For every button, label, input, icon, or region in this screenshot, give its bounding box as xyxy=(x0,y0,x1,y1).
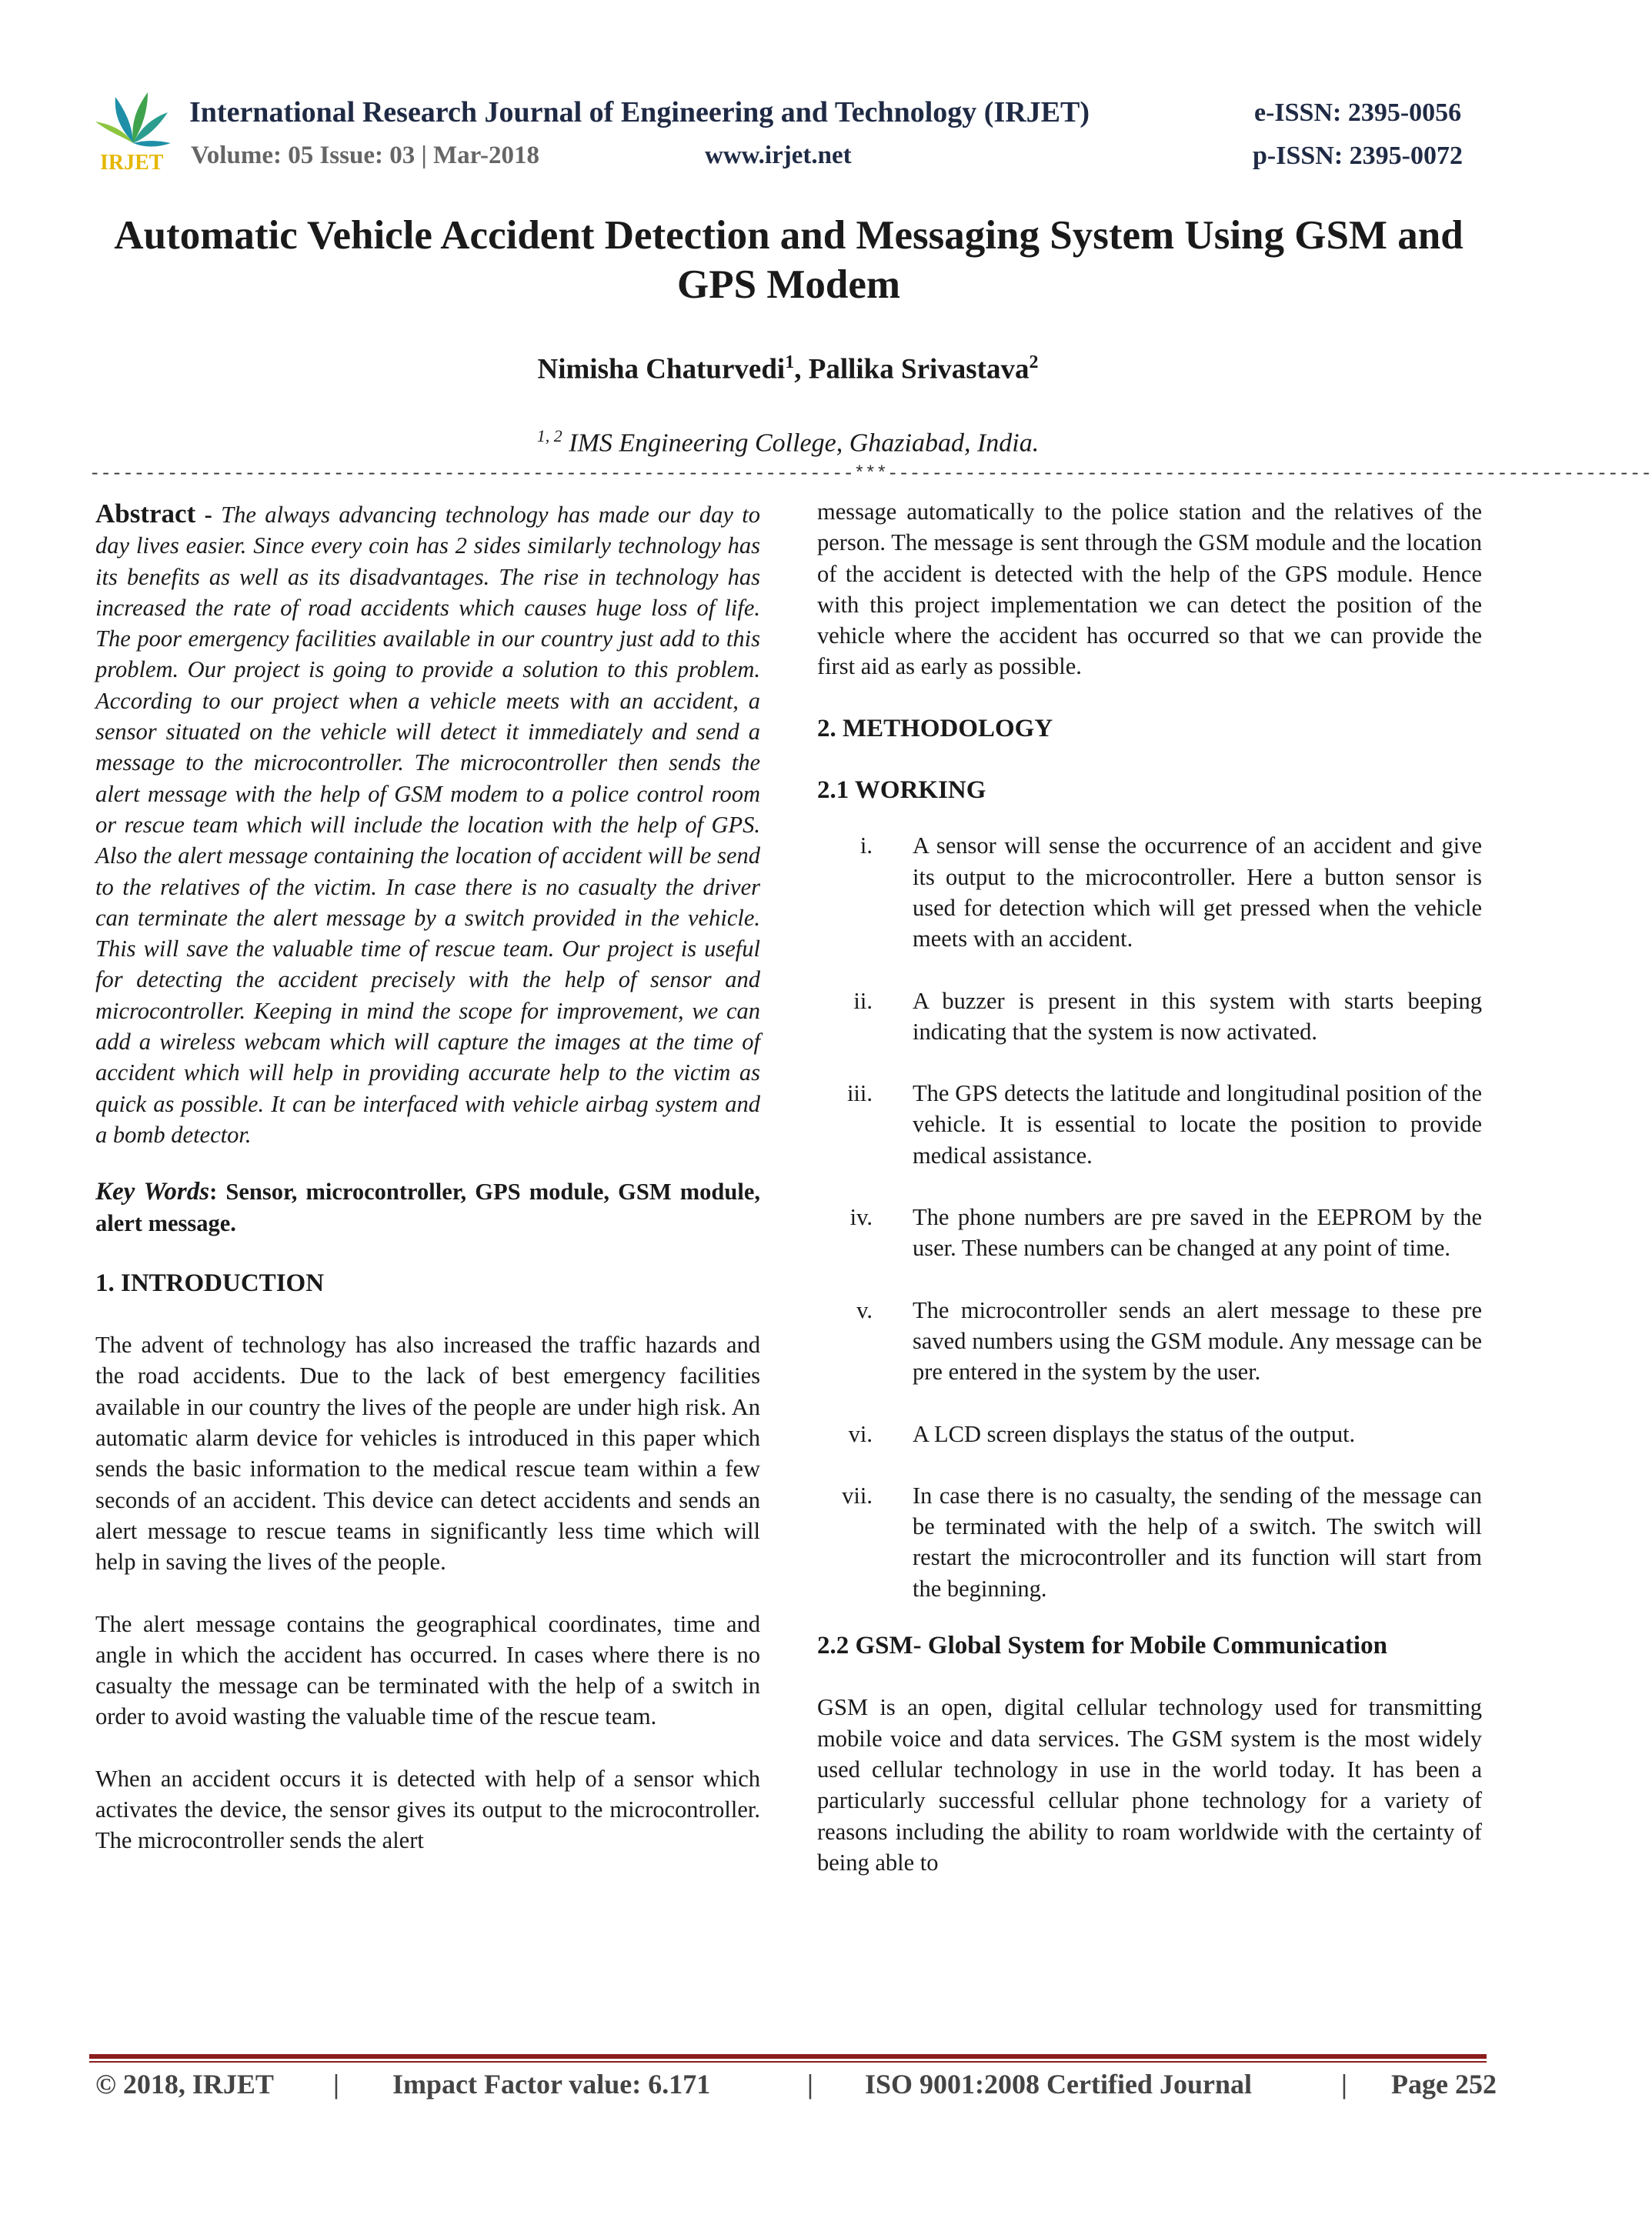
section-separator: ---------------------------------------------------------------------***--------------------------------------------------------------------- xyxy=(89,464,1652,485)
list-item-number: v. xyxy=(856,1296,873,1323)
abstract-text: The always advancing technology has made our day to day lives easier. Since every coin has 2 sides similarly technology has its benefits as well as its disadvantages. The rise in technology has increased the rate of road accidents which causes huge loss of life. The poor emergency facilities available in our country just add to this problem. Our project is going to provide a solution to this problem. According to our project when a vehicle meets with an accident, a sensor situated on the vehicle will detect it immediately and send a message to the microcontroller. The microcontroller then sends the alert message with the help of GSM modem to a police control room or rescue team which will include the location with the help of GPS. Also the alert message containing the location of accident will be send to the relatives of the victim. In case there is no casualty the driver can terminate the alert message by a switch provided in the vehicle. This will save the valuable time of rescue team. Our project is useful for detecting the accident precisely with the help of sensor and microcontroller. Keeping in mind the scope for improvement, we can add a wireless webcam which will capture the images at the time of accident which will help in providing accurate help to the victim as quick as possible. It can be interfaced with vehicle airbag system and a bomb detector. xyxy=(95,502,760,1148)
author-2: Pallika Srivastava xyxy=(808,353,1030,385)
list-item-text: A buzzer is present in this system with starts beeping indicating that the system is now activated. xyxy=(913,987,1482,1045)
affiliation-text: IMS Engineering College, Ghaziabad, India. xyxy=(562,429,1040,458)
keywords-text: : Sensor, microcontroller, GPS module, GSM module, alert message. xyxy=(95,1179,760,1236)
footer-rule-thin xyxy=(89,2061,1487,2063)
list-item xyxy=(817,1202,1482,1264)
list-item xyxy=(817,986,1482,1048)
journal-website-link[interactable]: www.irjet.net xyxy=(705,142,852,169)
affiliation-sup: 1, 2 xyxy=(536,426,562,445)
footer-separator: | xyxy=(1341,2069,1347,2100)
footer-iso: ISO 9001:2008 Certified Journal xyxy=(865,2069,1252,2100)
list-item-text: The GPS detects the latitude and longitudinal position of the vehicle. It is essential to locate the position to provide medical assistance. xyxy=(913,1080,1482,1169)
list-item xyxy=(817,830,1482,954)
intro-paragraph-3: When an accident occurs it is detected with help of a sensor which activates the device, the sensor gives its output to the microcontroller. The microcontroller sends the alert xyxy=(95,1765,760,1854)
abstract-dash: - xyxy=(195,502,222,528)
page-footer xyxy=(95,2068,1496,2100)
right-column xyxy=(817,496,1482,1878)
author-separator: , xyxy=(794,353,809,385)
list-item-number: i. xyxy=(859,832,873,859)
p-issn: p-ISSN: 2395-0072 xyxy=(1253,142,1463,170)
journal-logo xyxy=(91,86,175,178)
journal-name: International Research Journal of Engineering and Technology (IRJET) xyxy=(189,96,1090,128)
list-item-text: In case there is no casualty, the sending of the message can be terminated with the help of a switch. The switch will restart the microcontroller and its function will start from the beginning. xyxy=(913,1482,1482,1602)
footer-rule xyxy=(89,2054,1487,2059)
keywords xyxy=(95,1176,760,1239)
footer-impact-factor: Impact Factor value: 6.171 xyxy=(392,2069,711,2100)
gsm-heading: 2.2 GSM- Global System for Mobile Communication xyxy=(817,1632,1387,1660)
list-item-number: vi. xyxy=(848,1420,873,1447)
methodology-heading: 2. METHODOLOGY xyxy=(817,714,1053,742)
affiliation xyxy=(0,426,1576,458)
logo-text: IRJET xyxy=(100,151,164,175)
footer-copyright: © 2018, IRJET xyxy=(95,2069,274,2100)
intro-heading: 1. INTRODUCTION xyxy=(95,1269,325,1297)
abstract xyxy=(95,499,760,1150)
working-subheading: 2.1 WORKING xyxy=(817,776,986,805)
list-item-number: iii. xyxy=(846,1080,873,1107)
intro-paragraph-1: The advent of technology has also increased the traffic hazards and the road accidents. Due to the lack of best emergency facilities available in our country the lives of the people are under high risk. An automatic alarm device for vehicles is introduced in this paper which sends the basic information to the medical rescue team within a few seconds of an accident. This device can detect accidents and sends an alert message to rescue teams in significantly less time which will help in saving the lives of the people. xyxy=(95,1332,760,1576)
volume-issue: Volume: 05 Issue: 03 | Mar-2018 xyxy=(191,142,540,169)
list-item xyxy=(817,1078,1482,1171)
working-steps-list xyxy=(817,830,1482,1604)
keywords-label: Key Words xyxy=(95,1178,210,1206)
author-2-sup: 2 xyxy=(1029,352,1039,372)
author-1: Nimisha Chaturvedi xyxy=(537,353,786,385)
list-item-number: vii. xyxy=(842,1482,873,1509)
paper-title: Automatic Vehicle Accident Detection and Messaging System Using GSM and GPS Modem xyxy=(114,213,1463,307)
list-item xyxy=(817,1480,1482,1604)
list-item-number: iv. xyxy=(849,1204,873,1231)
abstract-label: Abstract xyxy=(95,499,196,529)
intro-paragraph-3-continued: message automatically to the police station and the relatives of the person. The message is sent through the GSM module and the location of the accident is detected with the help of the GPS module. Hence with this project implementation we can detect the position of the vehicle where the accident has occurred so that we can provide the first aid as early as possible. xyxy=(817,499,1482,680)
e-issn: e-ISSN: 2395-0056 xyxy=(1254,98,1462,127)
list-item-text: A LCD screen displays the status of the output. xyxy=(913,1420,1356,1447)
list-item-text: The microcontroller sends an alert message to these pre saved numbers using the GSM module. Any message can be pre entered in the system by the user. xyxy=(913,1296,1482,1386)
list-item xyxy=(817,1419,1482,1449)
list-item-text: The phone numbers are pre saved in the EEPROM by the user. These numbers can be changed at any point of time. xyxy=(913,1204,1482,1262)
list-item-number: ii. xyxy=(853,987,873,1014)
author-1-sup: 1 xyxy=(785,352,795,372)
gsm-paragraph: GSM is an open, digital cellular technology used for transmitting mobile voice and data services. The GSM system is the most widely used cellular technology in use in the world today. It has been a particularly successful cellular phone technology for a variety of reasons including the ability to roam worldwide with the certainty of being able to xyxy=(817,1694,1482,1876)
footer-separator: | xyxy=(807,2069,813,2100)
list-item xyxy=(817,1295,1482,1388)
authors xyxy=(0,352,1576,385)
intro-paragraph-2: The alert message contains the geographical coordinates, time and angle in which the accident has occurred. In cases where there is no casualty the message can be terminated with the help of a switch in order to avoid wasting the valuable time of the rescue team. xyxy=(95,1610,760,1730)
footer-page-number: Page 252 xyxy=(1391,2069,1497,2100)
left-column xyxy=(95,499,760,1856)
list-item-text: A sensor will sense the occurrence of an accident and give its output to the microcontroller. Here a button sensor is used for detection which will get pressed when the vehicle meets with an accident. xyxy=(913,832,1482,952)
footer-separator: | xyxy=(333,2069,339,2100)
